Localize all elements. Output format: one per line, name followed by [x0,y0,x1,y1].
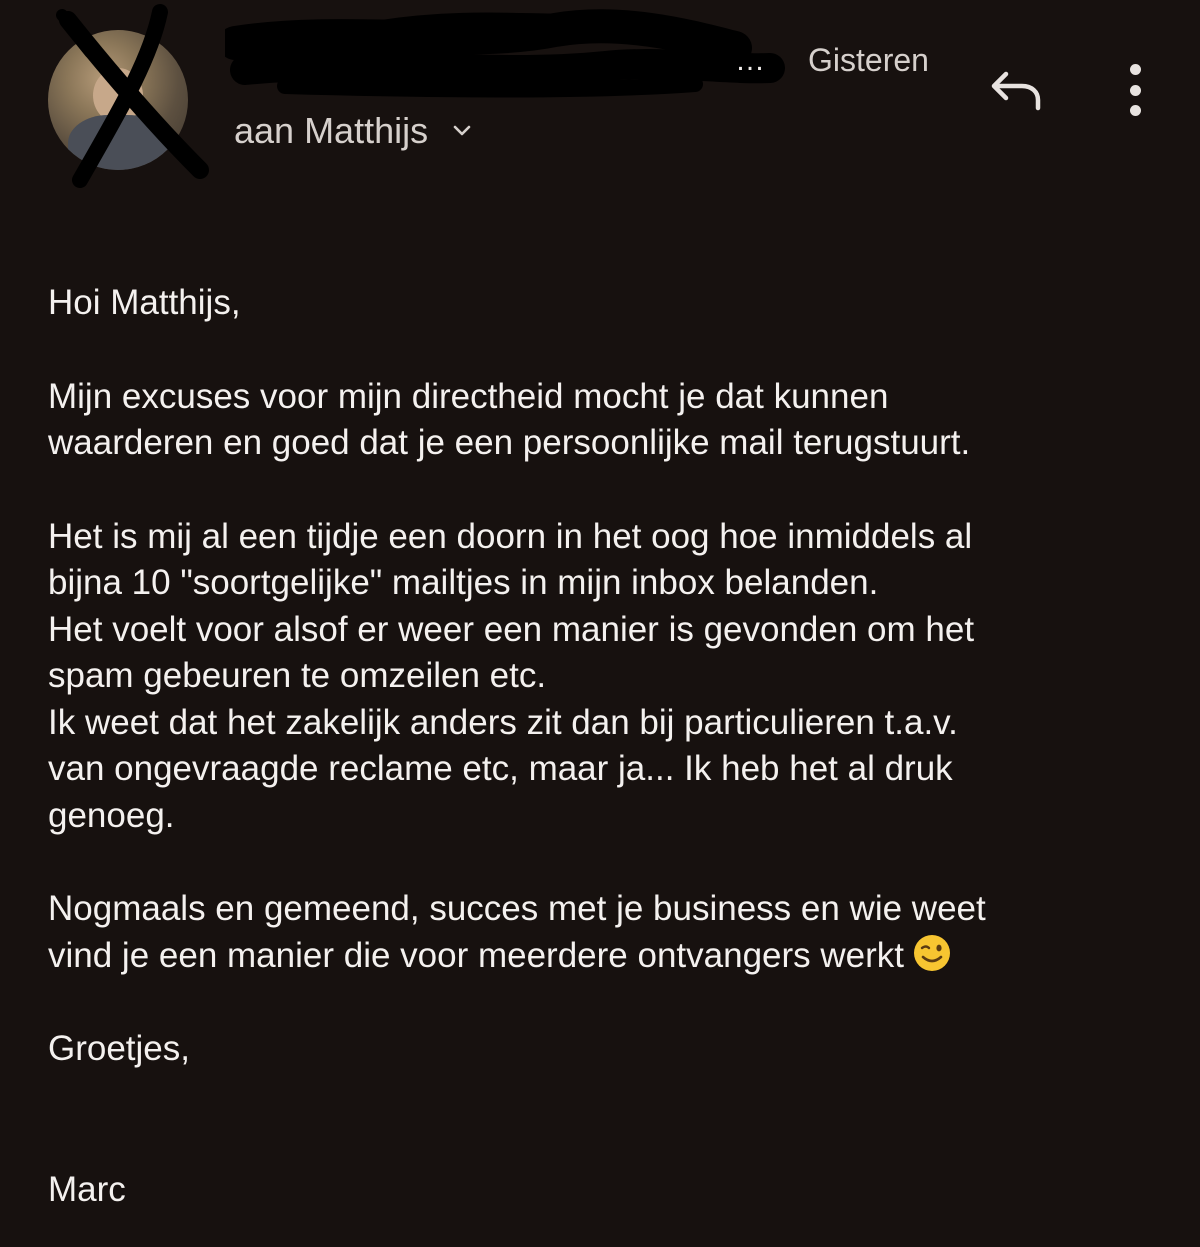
greeting: Hoi Matthijs, [48,283,241,322]
reply-icon [986,68,1044,112]
signature: Marc [48,1169,126,1209]
paragraph-3 [48,886,1168,979]
message-date: Gisteren [808,42,929,78]
message-body [48,280,1168,1213]
sender-name-redaction [225,8,785,103]
message-header [0,0,1200,200]
reply-button[interactable] [980,64,1050,116]
recipient-toggle[interactable] [234,110,472,152]
paragraph-spacer [48,1073,1168,1120]
paragraph-spacer [48,979,1168,1026]
paragraph-2: Het is mij al een tijdje een doorn in het oog hoe inmiddels al bijna 10 "soortgelijke" mailtjes in mijn inbox belanden. Het voelt voor alsof er weer een manier is gevonden om het spam gebeuren te omzeilen etc. Ik weet dat het zakelijk anders zit dan bij particulieren t.a.v. van ongevraagde reclame etc, maar ja... Ik heb het al druk genoeg. [48,516,975,835]
more-vertical-icon-dot [1130,85,1141,96]
more-options-button[interactable] [1110,58,1160,122]
paragraph-3-text: Nogmaals en gemeend, succes met je business en wie weet vind je een manier die voor meerdere ontvangers werkt [48,889,986,975]
more-vertical-icon-dot [1130,64,1141,75]
redaction-cross-scribble [40,0,230,200]
paragraph-spacer [48,467,1168,514]
paragraph-1: Mijn excuses voor mijn directheid mocht je dat kunnen waarderen en goed dat je een persoonlijke mail terugstuurt. [48,376,971,462]
more-vertical-icon-dot [1130,105,1141,116]
sender-name-truncation: … [735,44,766,77]
paragraph-spacer [48,327,1168,374]
paragraph-spacer [48,1120,1168,1167]
wink-emoji-icon [912,933,952,973]
paragraph-spacer [48,839,1168,886]
chevron-down-icon [452,121,472,141]
recipient-label: aan Matthijs [234,110,429,151]
closing: Groetjes, [48,1029,190,1068]
